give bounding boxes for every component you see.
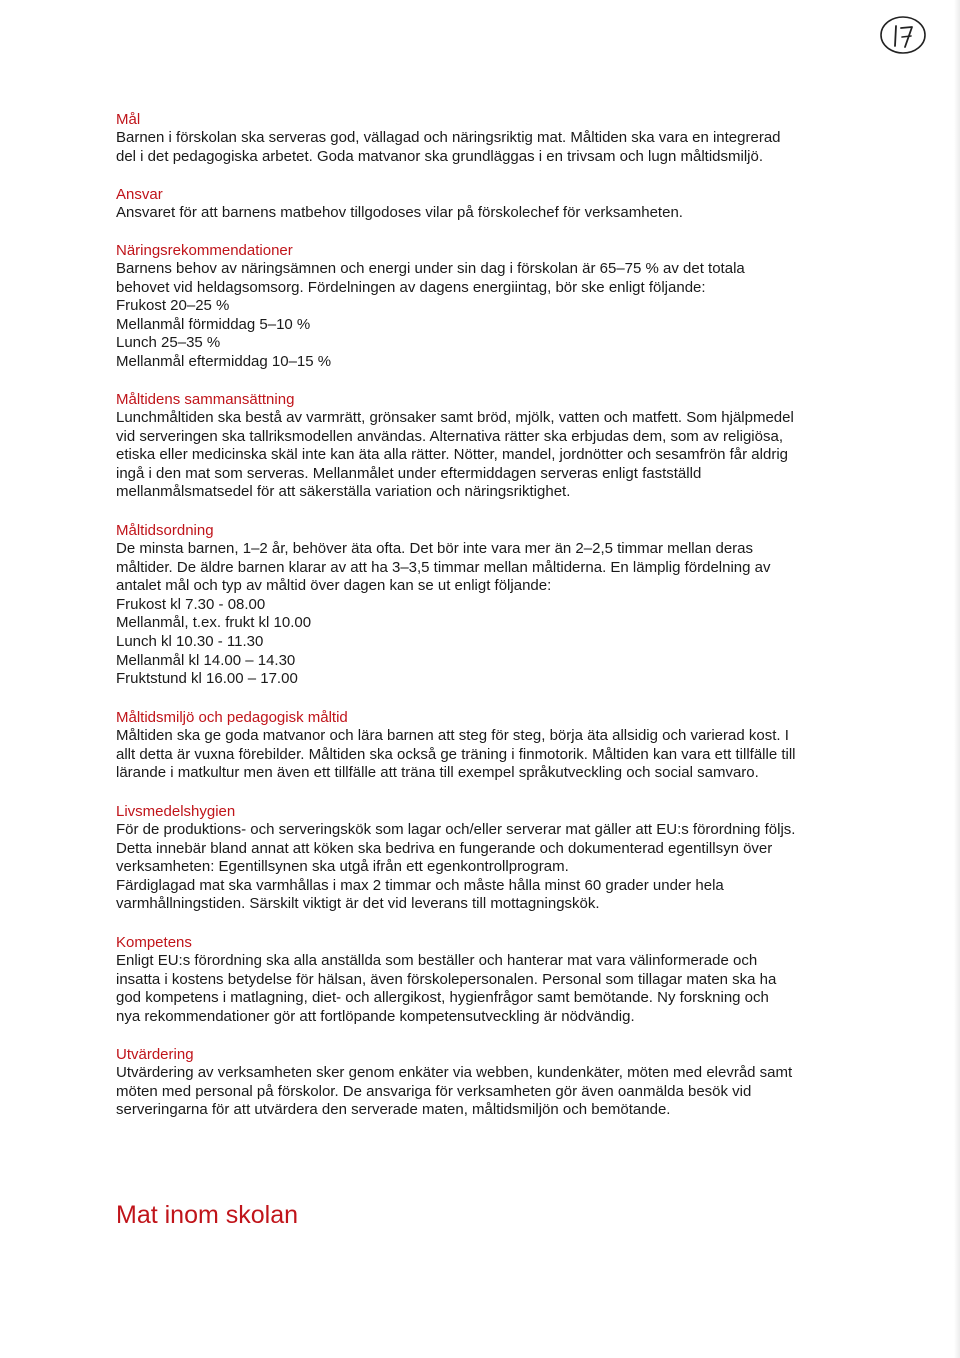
section-2 xyxy=(116,241,745,372)
body-line: Mellanmål kl 14.00 – 14.30 xyxy=(116,651,296,669)
section-heading: Måltidens sammansättning xyxy=(116,391,295,408)
section-heading: Ansvar xyxy=(116,186,163,203)
body-line: måltider. De äldre barnen klarar av att ha 3–3,5 timmar mellan måltiderna. En lämplig fördelning av xyxy=(116,558,771,576)
body-line: allt detta är vuxna förebilder. Måltiden ska också ge träning i finmotorik. Måltiden kan vara ett tillfälle till xyxy=(116,745,796,763)
body-line: Fruktstund kl 16.00 – 17.00 xyxy=(116,670,298,688)
body-line: Mellanmål, t.ex. frukt kl 10.00 xyxy=(116,614,312,632)
next-section-title: Mat inom skolan xyxy=(116,1201,299,1229)
handwritten-page-number xyxy=(878,14,928,56)
section-7 xyxy=(116,933,776,1026)
section-body xyxy=(116,129,781,166)
page-number-circle-icon xyxy=(878,14,928,56)
body-line: antalet mål och typ av måltid över dagen kan se ut enligt följande: xyxy=(116,577,552,595)
section-6 xyxy=(116,802,795,914)
body-line: Frukost 20–25 % xyxy=(116,297,230,315)
body-line: Färdiglagad mat ska varmhållas i max 2 timmar och måste hålla minst 60 grader under hela xyxy=(116,876,724,894)
body-line: Frukost kl 7.30 - 08.00 xyxy=(116,595,266,613)
section-5 xyxy=(116,708,796,783)
body-line: Ansvaret för att barnens matbehov tillgodoses vilar på förskolechef för verksamheten. xyxy=(116,204,683,221)
section-8 xyxy=(116,1045,792,1120)
section-body xyxy=(116,204,683,223)
section-heading: Livsmedelshygien xyxy=(116,803,236,820)
section-body xyxy=(116,727,796,783)
body-line: Mellanmål förmiddag 5–10 % xyxy=(116,315,311,333)
body-line: mellanmålsmatsedel för att säkerställa variation och näringsriktighet. xyxy=(116,483,571,501)
section-heading: Kompetens xyxy=(116,934,192,951)
section-0 xyxy=(116,110,781,166)
section-3 xyxy=(116,390,794,502)
body-line: behovet vid heldagsomsorg. Fördelningen av dagens energiintag, bör ske enligt följande: xyxy=(116,278,706,296)
body-line: Barnen i förskolan ska serveras god, vällagad och näringsriktig mat. Måltiden ska vara en integrerad xyxy=(116,129,781,146)
section-body xyxy=(116,409,794,502)
section-heading: Måltidsordning xyxy=(116,522,214,539)
section-body xyxy=(116,821,795,914)
body-line: ingå i den mat som serveras. Mellanmålet under eftermiddagen serveras enligt fastställd xyxy=(116,464,702,482)
body-line: verksamheten: Egentillsynen ska utgå ifrån ett egenkontrollprogram. xyxy=(116,858,569,876)
body-line: del i det pedagogiska arbetet. Goda matvanor ska grundläggas i en trivsam och lugn måltidsmiljö. xyxy=(116,147,764,165)
section-body xyxy=(116,540,771,689)
body-line: Måltiden ska ge goda matvanor och lära barnen att steg för steg, börja äta allsidig och varierad kost. I xyxy=(116,727,789,744)
body-line: De minsta barnen, 1–2 år, behöver äta ofta. Det bör inte vara mer än 2–2,5 timmar mellan deras xyxy=(116,540,754,557)
section-4 xyxy=(116,521,771,689)
body-line: vid serveringen ska tallriksmodellen användas. Alternativa rätter ska erbjudas dem, som av religiösa, xyxy=(116,427,783,445)
body-line: Mellanmål eftermiddag 10–15 % xyxy=(116,352,332,370)
body-line: Enligt EU:s förordning ska alla anställda som beställer och hanterar mat vara välinformerade och xyxy=(116,952,758,969)
body-line: serveringarna för att utvärdera den serverade maten, måltidsmiljön och bemötande. xyxy=(116,1101,671,1119)
body-line: etiska eller medicinska skäl inte kan äta alla rätter. Nötter, mandel, jordnötter och sesamfrön får aldrig xyxy=(116,446,788,464)
body-line: insatta i kostens betydelse för hälsan, även förskolepersonalen. Personal som tillagar maten ska ha xyxy=(116,970,777,988)
body-line: varmhållningstiden. Särskilt viktigt är det vid leverans till mottagningskök. xyxy=(116,895,600,913)
body-line: möten med personal på förskolor. De ansvariga för verksamheten gör även oanmälda besök vid xyxy=(116,1082,752,1100)
section-heading: Utvärdering xyxy=(116,1046,194,1063)
section-1 xyxy=(116,185,683,223)
section-body xyxy=(116,260,745,372)
scan-edge xyxy=(954,0,960,1358)
body-line: nya rekommendationer gör att fortlöpande kompetensutveckling är nödvändig. xyxy=(116,1007,635,1025)
body-line: Utvärdering av verksamheten sker genom enkäter via webben, kundenkäter, möten med elevråd samt xyxy=(116,1064,793,1081)
body-line: Barnens behov av näringsämnen och energi under sin dag i förskolan är 65–75 % av det totala xyxy=(116,260,745,277)
body-line: Detta innebär bland annat att köken ska bedriva en fungerande och dokumenterad egentillsyn över xyxy=(116,839,773,857)
body-line: lärande i matkultur men även ett tillfälle att träna till exempel språkutveckling och social samvaro. xyxy=(116,764,759,782)
body-line: god kompetens i matlagning, diet- och allergikost, hygienfrågor samt bemötande. Ny forskning och xyxy=(116,989,769,1007)
section-heading: Näringsrekommendationer xyxy=(116,242,293,259)
body-line: Lunch 25–35 % xyxy=(116,334,221,352)
section-body xyxy=(116,952,776,1026)
section-heading: Mål xyxy=(116,111,141,128)
body-line: För de produktions- och serveringskök som lagar och/eller serverar mat gäller att EU:s förordning följs. xyxy=(116,821,796,838)
section-heading: Måltidsmiljö och pedagogisk måltid xyxy=(116,709,348,726)
section-body xyxy=(116,1064,792,1120)
body-line: Lunchmåltiden ska bestå av varmrätt, grönsaker samt bröd, mjölk, vatten och matfett. Som hjälpmedel xyxy=(116,409,794,426)
body-line: Lunch kl 10.30 - 11.30 xyxy=(116,632,264,650)
